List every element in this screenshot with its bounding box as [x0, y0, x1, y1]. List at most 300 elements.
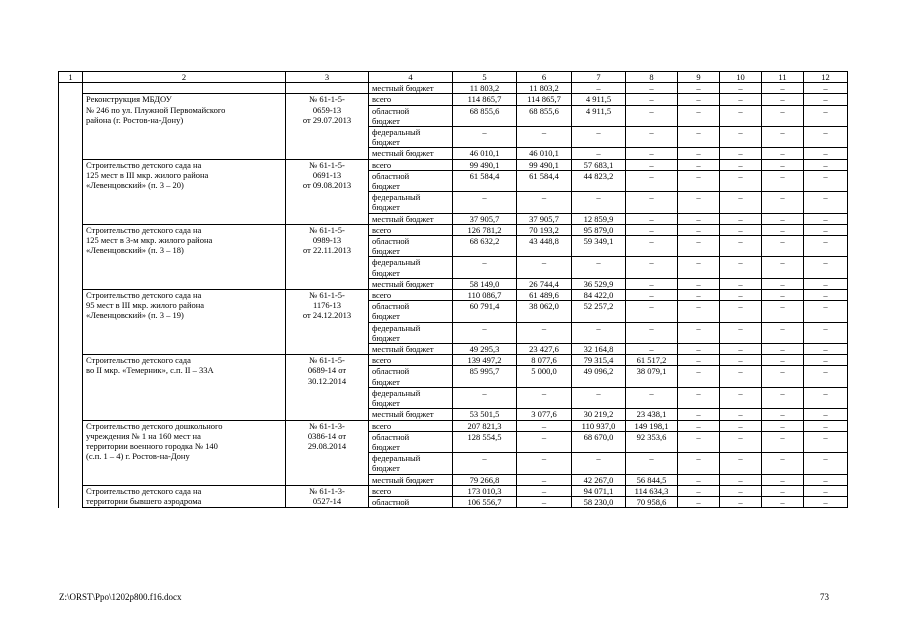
amount-cell: –	[678, 159, 720, 170]
amount-cell: –	[678, 105, 720, 126]
row-index-cell	[59, 105, 83, 126]
amount-cell: –	[720, 355, 762, 366]
amount-cell: 110 937,0	[572, 420, 626, 431]
row-index-cell	[59, 290, 83, 301]
amount-cell: –	[720, 257, 762, 278]
amount-cell: 12 859,9	[572, 213, 626, 224]
budget-source-cell: местный бюджет	[369, 474, 453, 485]
amount-cell: –	[720, 148, 762, 159]
budget-source-cell: всего	[369, 485, 453, 496]
amount-cell: –	[804, 148, 848, 159]
amount-cell: –	[804, 192, 848, 213]
amount-cell: –	[804, 290, 848, 301]
amount-cell: –	[762, 322, 804, 343]
table-row	[59, 159, 848, 170]
amount-cell: –	[678, 431, 720, 452]
amount-cell: 49 096,2	[572, 366, 626, 387]
row-index-cell	[59, 453, 83, 474]
amount-cell: 61 584,4	[453, 170, 517, 191]
budget-source-cell: всего	[369, 94, 453, 105]
amount-cell: 37 905,7	[453, 213, 517, 224]
project-name-cell	[83, 83, 286, 94]
amount-cell: –	[804, 127, 848, 148]
amount-cell: –	[762, 474, 804, 485]
amount-cell: –	[572, 322, 626, 343]
amount-cell: 110 086,7	[453, 290, 517, 301]
budget-source-cell: всего	[369, 420, 453, 431]
table-row	[59, 290, 848, 301]
amount-cell: –	[626, 83, 678, 94]
amount-cell: –	[720, 301, 762, 322]
budget-source-cell: федеральный бюджет	[369, 453, 453, 474]
row-index-cell	[59, 236, 83, 257]
project-name-cell: Строительство детского сада на 95 мест в III мкр. жилого района «Левенцовский» (п. 3 – 19)	[83, 290, 286, 355]
amount-cell: 61 584,4	[517, 170, 572, 191]
amount-cell: 207 821,3	[453, 420, 517, 431]
amount-cell: –	[762, 83, 804, 94]
amount-cell: 85 995,7	[453, 366, 517, 387]
amount-cell: –	[720, 431, 762, 452]
amount-cell: –	[678, 257, 720, 278]
amount-cell: –	[678, 496, 720, 507]
amount-cell: –	[626, 170, 678, 191]
amount-cell: –	[678, 387, 720, 408]
amount-cell: –	[720, 366, 762, 387]
budget-source-cell: областной	[369, 496, 453, 507]
amount-cell: 94 071,1	[572, 485, 626, 496]
amount-cell: –	[720, 236, 762, 257]
column-number-header: 4	[369, 72, 453, 83]
row-index-cell	[59, 94, 83, 105]
amount-cell: 46 010,1	[517, 148, 572, 159]
amount-cell: –	[804, 83, 848, 94]
amount-cell: –	[720, 213, 762, 224]
permit-number-cell: № 61-1-5- 0989-13 от 22.11.2013	[286, 224, 369, 289]
column-number-header: 9	[678, 72, 720, 83]
column-number-header: 6	[517, 72, 572, 83]
amount-cell: –	[517, 420, 572, 431]
column-number-header: 8	[626, 72, 678, 83]
amount-cell: –	[626, 192, 678, 213]
amount-cell: –	[720, 496, 762, 507]
amount-cell: 4 911,5	[572, 105, 626, 126]
amount-cell: –	[804, 278, 848, 289]
column-number-header: 10	[720, 72, 762, 83]
amount-cell: –	[762, 485, 804, 496]
amount-cell: –	[804, 170, 848, 191]
row-index-cell	[59, 159, 83, 170]
row-index-cell	[59, 485, 83, 496]
budget-source-cell: федеральный бюджет	[369, 257, 453, 278]
amount-cell: –	[678, 170, 720, 191]
amount-cell: –	[626, 387, 678, 408]
amount-cell: 95 879,0	[572, 224, 626, 235]
amount-cell: 99 490,1	[517, 159, 572, 170]
amount-cell: 26 744,4	[517, 278, 572, 289]
amount-cell: –	[762, 213, 804, 224]
amount-cell: –	[762, 192, 804, 213]
budget-source-cell: областной бюджет	[369, 366, 453, 387]
amount-cell: –	[804, 496, 848, 507]
amount-cell: –	[626, 159, 678, 170]
amount-cell: –	[804, 485, 848, 496]
amount-cell: 58 230,0	[572, 496, 626, 507]
row-index-cell	[59, 278, 83, 289]
amount-cell: –	[720, 420, 762, 431]
budget-source-cell: федеральный бюджет	[369, 127, 453, 148]
amount-cell: –	[678, 148, 720, 159]
amount-cell: –	[517, 453, 572, 474]
amount-cell: 30 219,2	[572, 409, 626, 420]
amount-cell: –	[804, 236, 848, 257]
amount-cell: 61 517,2	[626, 355, 678, 366]
row-index-cell	[59, 496, 83, 507]
amount-cell: 70 958,6	[626, 496, 678, 507]
amount-cell: –	[762, 236, 804, 257]
amount-cell: –	[453, 453, 517, 474]
amount-cell: –	[453, 257, 517, 278]
table-row	[59, 485, 848, 496]
amount-cell: –	[720, 127, 762, 148]
amount-cell: 173 010,3	[453, 485, 517, 496]
row-index-cell	[59, 387, 83, 408]
row-index-cell	[59, 409, 83, 420]
amount-cell: –	[804, 453, 848, 474]
amount-cell: –	[720, 94, 762, 105]
amount-cell: –	[762, 257, 804, 278]
amount-cell: –	[678, 127, 720, 148]
amount-cell: 126 781,2	[453, 224, 517, 235]
amount-cell: 92 353,6	[626, 431, 678, 452]
permit-number-cell	[286, 83, 369, 94]
row-index-cell	[59, 474, 83, 485]
amount-cell: 11 803,2	[453, 83, 517, 94]
table-row	[59, 224, 848, 235]
amount-cell: 53 501,5	[453, 409, 517, 420]
amount-cell: –	[762, 105, 804, 126]
budget-source-cell: областной бюджет	[369, 236, 453, 257]
amount-cell: –	[517, 127, 572, 148]
amount-cell: 61 489,6	[517, 290, 572, 301]
amount-cell: –	[572, 83, 626, 94]
amount-cell: 11 803,2	[517, 83, 572, 94]
amount-cell: –	[762, 431, 804, 452]
amount-cell: –	[720, 83, 762, 94]
amount-cell: –	[762, 94, 804, 105]
amount-cell: –	[678, 355, 720, 366]
amount-cell: –	[453, 387, 517, 408]
column-number-header: 12	[804, 72, 848, 83]
amount-cell: –	[762, 366, 804, 387]
amount-cell: 36 529,9	[572, 278, 626, 289]
amount-cell: –	[626, 301, 678, 322]
permit-number-cell: № 61-1-5- 0659-13 от 29.07.2013	[286, 94, 369, 159]
amount-cell: 8 077,6	[517, 355, 572, 366]
amount-cell: 128 554,5	[453, 431, 517, 452]
row-index-cell	[59, 355, 83, 366]
budget-source-cell: местный бюджет	[369, 83, 453, 94]
project-name-cell: Реконструкция МБДОУ № 246 по ул. Плужной Первомайского района (г. Ростов-на-Дону)	[83, 94, 286, 159]
row-index-cell	[59, 301, 83, 322]
amount-cell: 42 267,0	[572, 474, 626, 485]
amount-cell: –	[804, 474, 848, 485]
amount-cell: –	[678, 322, 720, 343]
amount-cell: –	[517, 474, 572, 485]
amount-cell: –	[517, 431, 572, 452]
amount-cell: –	[762, 148, 804, 159]
amount-cell: –	[678, 366, 720, 387]
amount-cell: –	[762, 453, 804, 474]
amount-cell: –	[720, 322, 762, 343]
amount-cell: 68 670,0	[572, 431, 626, 452]
amount-cell: 106 556,7	[453, 496, 517, 507]
amount-cell: –	[762, 224, 804, 235]
amount-cell: –	[720, 344, 762, 355]
amount-cell: –	[678, 344, 720, 355]
amount-cell: –	[626, 290, 678, 301]
amount-cell: 79 266,8	[453, 474, 517, 485]
amount-cell: –	[804, 344, 848, 355]
amount-cell: –	[626, 236, 678, 257]
amount-cell: –	[804, 431, 848, 452]
table-header-row	[59, 72, 848, 83]
amount-cell: 52 257,2	[572, 301, 626, 322]
amount-cell: 79 315,4	[572, 355, 626, 366]
amount-cell: –	[720, 278, 762, 289]
amount-cell: 57 683,1	[572, 159, 626, 170]
budget-source-cell: местный бюджет	[369, 213, 453, 224]
amount-cell: –	[762, 290, 804, 301]
amount-cell: –	[678, 290, 720, 301]
amount-cell: –	[678, 224, 720, 235]
budget-source-cell: областной бюджет	[369, 431, 453, 452]
amount-cell: –	[804, 257, 848, 278]
amount-cell: –	[678, 485, 720, 496]
page-number: 73	[820, 592, 829, 602]
budget-source-cell: всего	[369, 355, 453, 366]
amount-cell: 70 193,2	[517, 224, 572, 235]
amount-cell: –	[626, 94, 678, 105]
amount-cell: –	[626, 148, 678, 159]
amount-cell: –	[572, 192, 626, 213]
amount-cell: 68 855,6	[517, 105, 572, 126]
project-name-cell: Строительство детского дошкольного учреждения № 1 на 160 мест на территории военного городка № 140 (с.п. 1 – 4) г. Ростов-на-Дону	[83, 420, 286, 485]
amount-cell: –	[626, 127, 678, 148]
budget-source-cell: местный бюджет	[369, 409, 453, 420]
column-number-header: 7	[572, 72, 626, 83]
amount-cell: 4 911,5	[572, 94, 626, 105]
document-path: Z:\ORST\Ppo\1202p800.f16.docx	[59, 592, 182, 602]
amount-cell: –	[720, 290, 762, 301]
amount-cell: 44 823,2	[572, 170, 626, 191]
amount-cell: –	[572, 257, 626, 278]
amount-cell: –	[762, 420, 804, 431]
amount-cell: 149 198,1	[626, 420, 678, 431]
amount-cell: –	[453, 192, 517, 213]
amount-cell: –	[678, 409, 720, 420]
row-index-cell	[59, 344, 83, 355]
amount-cell: –	[720, 170, 762, 191]
budget-table	[58, 71, 848, 508]
amount-cell: 23 438,1	[626, 409, 678, 420]
amount-cell: –	[517, 485, 572, 496]
amount-cell: –	[720, 453, 762, 474]
row-index-cell	[59, 170, 83, 191]
amount-cell: 114 865,7	[517, 94, 572, 105]
amount-cell: –	[804, 224, 848, 235]
amount-cell: –	[626, 105, 678, 126]
project-name-cell: Строительство детского сада во II мкр. «Темерник», с.п. II – 33А	[83, 355, 286, 420]
amount-cell: 60 791,4	[453, 301, 517, 322]
amount-cell: –	[517, 192, 572, 213]
column-number-header: 2	[83, 72, 286, 83]
amount-cell: –	[804, 159, 848, 170]
amount-cell: 84 422,0	[572, 290, 626, 301]
amount-cell: –	[720, 192, 762, 213]
amount-cell: –	[720, 387, 762, 408]
budget-source-cell: областной бюджет	[369, 301, 453, 322]
amount-cell: 114 865,7	[453, 94, 517, 105]
amount-cell: –	[453, 127, 517, 148]
row-index-cell	[59, 148, 83, 159]
amount-cell: –	[453, 322, 517, 343]
permit-number-cell: № 61-1-3- 0527-14	[286, 485, 369, 507]
column-number-header: 5	[453, 72, 517, 83]
amount-cell: –	[804, 94, 848, 105]
amount-cell: –	[626, 453, 678, 474]
amount-cell: 114 634,3	[626, 485, 678, 496]
amount-cell: 43 448,8	[517, 236, 572, 257]
amount-cell: –	[804, 322, 848, 343]
amount-cell: –	[626, 344, 678, 355]
amount-cell: –	[678, 213, 720, 224]
amount-cell: –	[720, 474, 762, 485]
amount-cell: 56 844,5	[626, 474, 678, 485]
column-number-header: 11	[762, 72, 804, 83]
amount-cell: 37 905,7	[517, 213, 572, 224]
amount-cell: –	[720, 224, 762, 235]
amount-cell: –	[762, 344, 804, 355]
permit-number-cell: № 61-1-5- 0689-14 от 30.12.2014	[286, 355, 369, 420]
budget-source-cell: федеральный бюджет	[369, 387, 453, 408]
budget-source-cell: всего	[369, 290, 453, 301]
amount-cell: 38 062,0	[517, 301, 572, 322]
amount-cell: 58 149,0	[453, 278, 517, 289]
table-row	[59, 355, 848, 366]
amount-cell: 68 632,2	[453, 236, 517, 257]
amount-cell: –	[572, 127, 626, 148]
amount-cell: –	[804, 213, 848, 224]
amount-cell: –	[804, 409, 848, 420]
amount-cell: –	[804, 105, 848, 126]
row-index-cell	[59, 127, 83, 148]
amount-cell: 23 427,6	[517, 344, 572, 355]
row-index-cell	[59, 83, 83, 94]
amount-cell: 49 295,3	[453, 344, 517, 355]
budget-source-cell: местный бюджет	[369, 344, 453, 355]
amount-cell: 59 349,1	[572, 236, 626, 257]
amount-cell: –	[572, 387, 626, 408]
amount-cell: –	[626, 322, 678, 343]
amount-cell: –	[762, 278, 804, 289]
amount-cell: –	[720, 485, 762, 496]
amount-cell: –	[804, 420, 848, 431]
project-name-cell: Строительство детского сада на 125 мест в III мкр. жилого района «Левенцовский» (п. 3 – 20)	[83, 159, 286, 224]
amount-cell: –	[678, 192, 720, 213]
amount-cell: –	[678, 278, 720, 289]
amount-cell: 99 490,1	[453, 159, 517, 170]
amount-cell: 5 000,0	[517, 366, 572, 387]
amount-cell: –	[572, 148, 626, 159]
amount-cell: –	[678, 236, 720, 257]
amount-cell: –	[678, 474, 720, 485]
amount-cell: –	[762, 409, 804, 420]
budget-source-cell: областной бюджет	[369, 170, 453, 191]
column-number-header: 3	[286, 72, 369, 83]
amount-cell: –	[720, 159, 762, 170]
permit-number-cell: № 61-1-5- 1176-13 от 24.12.2013	[286, 290, 369, 355]
budget-source-cell: федеральный бюджет	[369, 192, 453, 213]
amount-cell: –	[762, 127, 804, 148]
table-row	[59, 83, 848, 94]
budget-source-cell: всего	[369, 159, 453, 170]
amount-cell: –	[517, 322, 572, 343]
amount-cell: –	[678, 301, 720, 322]
table-row	[59, 94, 848, 105]
amount-cell: –	[762, 355, 804, 366]
amount-cell: 38 079,1	[626, 366, 678, 387]
amount-cell: –	[804, 387, 848, 408]
amount-cell: –	[720, 105, 762, 126]
amount-cell: –	[626, 278, 678, 289]
table-row	[59, 420, 848, 431]
amount-cell: –	[762, 387, 804, 408]
amount-cell: –	[572, 453, 626, 474]
amount-cell: –	[762, 170, 804, 191]
row-index-cell	[59, 431, 83, 452]
amount-cell: –	[762, 496, 804, 507]
amount-cell: –	[626, 224, 678, 235]
permit-number-cell: № 61-1-3- 0386-14 от 29.08.2014	[286, 420, 369, 485]
amount-cell: 139 497,2	[453, 355, 517, 366]
amount-cell: –	[762, 301, 804, 322]
amount-cell: 3 077,6	[517, 409, 572, 420]
amount-cell: 46 010,1	[453, 148, 517, 159]
budget-source-cell: всего	[369, 224, 453, 235]
project-name-cell: Строительство детского сада на 125 мест в 3-м мкр. жилого района «Левенцовский» (п. 3 – 18)	[83, 224, 286, 289]
project-name-cell: Строительство детского сада на территории бывшего аэродрома	[83, 485, 286, 507]
amount-cell: –	[720, 409, 762, 420]
budget-source-cell: местный бюджет	[369, 148, 453, 159]
permit-number-cell: № 61-1-5- 0691-13 от 09.08.2013	[286, 159, 369, 224]
amount-cell: –	[804, 355, 848, 366]
amount-cell: 68 855,6	[453, 105, 517, 126]
amount-cell: –	[517, 257, 572, 278]
amount-cell: –	[517, 496, 572, 507]
amount-cell: –	[804, 301, 848, 322]
budget-source-cell: местный бюджет	[369, 278, 453, 289]
row-index-cell	[59, 257, 83, 278]
amount-cell: –	[678, 453, 720, 474]
row-index-cell	[59, 192, 83, 213]
amount-cell: –	[762, 159, 804, 170]
budget-source-cell: федеральный бюджет	[369, 322, 453, 343]
amount-cell: –	[517, 387, 572, 408]
budget-source-cell: областной бюджет	[369, 105, 453, 126]
row-index-cell	[59, 322, 83, 343]
row-index-cell	[59, 366, 83, 387]
amount-cell: –	[678, 83, 720, 94]
